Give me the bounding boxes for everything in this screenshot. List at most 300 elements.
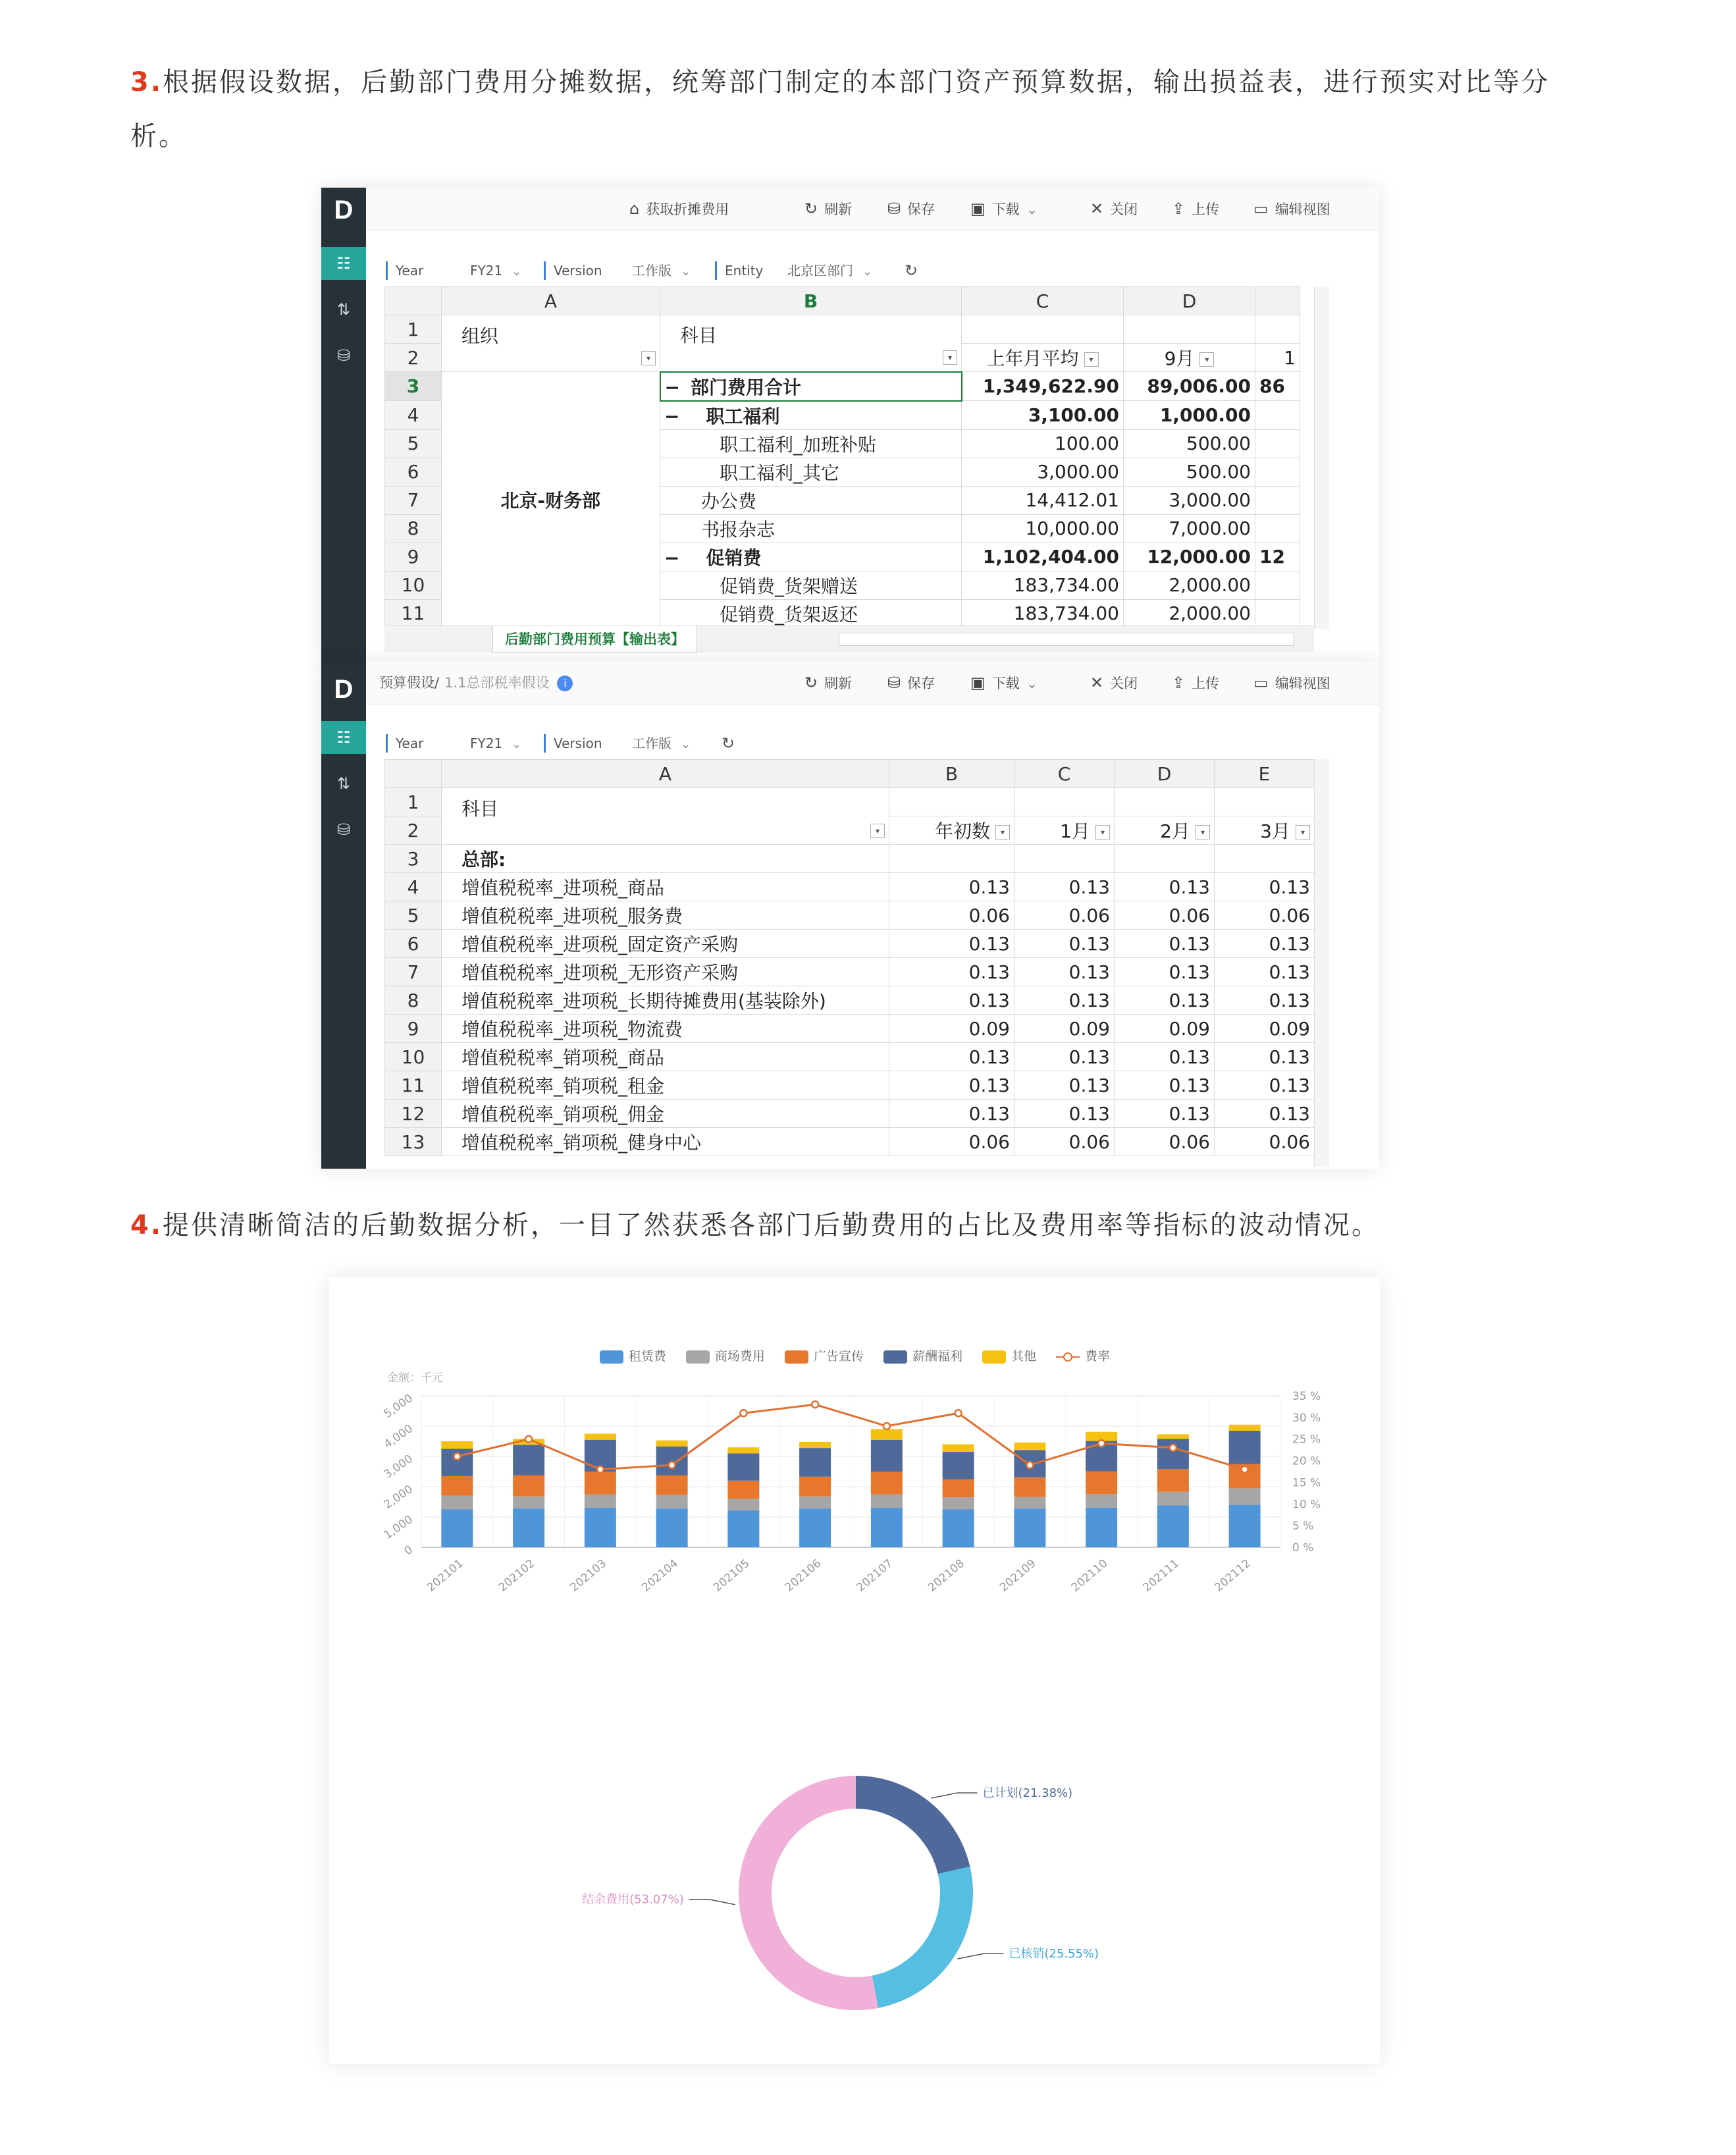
bar-segment: [799, 1442, 831, 1448]
bar-segment: [1086, 1508, 1117, 1547]
subject-cell[interactable]: 书报杂志: [660, 514, 962, 543]
org-header-cell[interactable]: [442, 315, 660, 372]
value-cell[interactable]: [1215, 845, 1315, 873]
download-button[interactable]: [970, 672, 1038, 693]
y2-tick-label: 5 %: [1292, 1520, 1314, 1533]
row-header[interactable]: 4: [385, 401, 442, 430]
value-cell[interactable]: 0.13: [1014, 1071, 1115, 1100]
value-cell[interactable]: 3,000.00: [962, 458, 1124, 486]
entity-filter-select[interactable]: [787, 261, 872, 280]
subject-cell[interactable]: [660, 401, 962, 430]
section-3-text: [130, 55, 1605, 163]
collapse-icon[interactable]: −: [664, 546, 680, 569]
value-cell[interactable]: 0.06: [1215, 901, 1315, 930]
value-cell[interactable]: [1115, 845, 1215, 873]
value-cell[interactable]: [1255, 458, 1300, 486]
get-alloc-label: 获取折摊费用: [646, 201, 729, 217]
rate-point: [597, 1466, 604, 1473]
value-cell[interactable]: 12,000.00: [1124, 543, 1255, 571]
vertical-scrollbar[interactable]: [1314, 759, 1329, 1167]
monitor-icon: ▭: [1253, 200, 1269, 218]
value-cell[interactable]: 0.13: [1115, 1100, 1215, 1128]
value-cell[interactable]: 7,000.00: [1124, 514, 1255, 543]
value-cell[interactable]: 0.13: [1215, 986, 1315, 1015]
value-cell[interactable]: 0.13: [889, 873, 1014, 901]
b-header-cell[interactable]: [889, 816, 1014, 845]
col-header-a[interactable]: A: [442, 287, 660, 315]
row-header[interactable]: 9: [385, 1015, 442, 1043]
breadcrumb: [379, 672, 573, 693]
bar-segment: [441, 1476, 473, 1496]
refresh-icon: ↻: [804, 674, 818, 692]
c-header-cell[interactable]: [1014, 816, 1115, 845]
version-filter-select[interactable]: [632, 734, 691, 753]
col-header-b[interactable]: B: [889, 760, 1014, 788]
breadcrumb-parent[interactable]: 预算假设/: [379, 675, 440, 691]
subject-cell[interactable]: 增值税税率_进项税_固定资产采购: [442, 930, 889, 958]
edit-view-button[interactable]: [1253, 672, 1330, 693]
donut-slice: [739, 1776, 878, 2010]
y2-tick-label: 35 %: [1292, 1390, 1321, 1403]
legend-swatch: [686, 1350, 710, 1364]
version-filter-value: 工作版: [632, 263, 671, 279]
value-cell[interactable]: 183,734.00: [962, 599, 1124, 627]
close-icon: ✕: [1090, 200, 1104, 218]
row-header[interactable]: 7: [385, 486, 442, 514]
e-header-label: 3月: [1260, 820, 1290, 842]
legend-swatch: [600, 1350, 623, 1364]
row-header[interactable]: 3: [385, 845, 442, 873]
e-header-cell[interactable]: 1: [1255, 344, 1300, 372]
col-header-b[interactable]: B: [660, 287, 962, 315]
value-cell[interactable]: 0.13: [1115, 873, 1215, 901]
row-header[interactable]: 2: [385, 344, 442, 372]
value-cell[interactable]: 14,412.01: [962, 486, 1124, 514]
subject-cell[interactable]: 增值税税率_进项税_服务费: [442, 901, 889, 930]
row-header[interactable]: 3: [385, 372, 442, 401]
subject-cell[interactable]: 总部:: [442, 845, 889, 873]
value-cell[interactable]: 500.00: [1124, 458, 1255, 486]
value-cell[interactable]: 0.13: [889, 958, 1014, 986]
value-cell[interactable]: 3,100.00: [962, 401, 1124, 430]
value-cell[interactable]: [1255, 514, 1300, 543]
value-cell[interactable]: 0.13: [1115, 930, 1215, 958]
rail-nav-flow-icon[interactable]: ⇅: [336, 774, 351, 793]
subject-cell[interactable]: 增值税税率_进项税_商品: [442, 873, 889, 901]
bar-segment: [799, 1477, 831, 1497]
legend-label: 其他: [1011, 1349, 1037, 1364]
value-cell[interactable]: [1255, 429, 1300, 458]
subject-cell[interactable]: 职工福利_其它: [660, 458, 962, 486]
legend-item[interactable]: [1056, 1346, 1110, 1364]
value-cell[interactable]: 0.09: [1215, 1015, 1315, 1043]
subject-header-cell[interactable]: [442, 788, 889, 845]
upload-label: 上传: [1192, 676, 1220, 691]
legend-label: 费率: [1085, 1349, 1111, 1364]
rate-point: [454, 1453, 460, 1460]
legend-label: 商场费用: [714, 1349, 765, 1364]
upload-icon: ⇪: [1172, 200, 1186, 218]
tax-rate-grid: [384, 759, 1315, 1156]
bar-segment: [1086, 1494, 1117, 1508]
value-cell[interactable]: 12: [1255, 543, 1300, 571]
d-header-label: 9月: [1164, 348, 1195, 369]
bar-segment: [727, 1499, 759, 1510]
rail-nav-model-icon[interactable]: ☷: [321, 721, 366, 754]
subject-header-cell[interactable]: [660, 315, 962, 372]
row-header[interactable]: 6: [385, 930, 442, 958]
refresh-button[interactable]: [804, 198, 852, 219]
row-header[interactable]: 10: [385, 1043, 442, 1071]
subject-header-label: 科目: [461, 797, 499, 820]
bar-segment: [1229, 1488, 1261, 1504]
row-header[interactable]: 8: [385, 986, 442, 1015]
value-cell[interactable]: 183,734.00: [962, 571, 1124, 599]
value-cell[interactable]: 0.13: [1014, 986, 1115, 1015]
grid-corner: [385, 760, 442, 788]
value-cell[interactable]: 0.06: [1014, 1128, 1115, 1156]
bar-segment: [1014, 1477, 1045, 1497]
subject-label: 职工福利: [706, 405, 780, 427]
filter-dropdown-icon[interactable]: ▾: [1095, 825, 1110, 839]
bar-segment: [943, 1479, 974, 1498]
bar-segment: [656, 1447, 688, 1476]
value-cell[interactable]: [889, 845, 1014, 873]
close-label: 关闭: [1110, 201, 1138, 217]
bar-segment: [727, 1453, 759, 1480]
filter-bar: [384, 253, 1306, 286]
row-header[interactable]: 5: [385, 429, 442, 458]
collapse-icon[interactable]: −: [664, 405, 680, 427]
bar-segment: [871, 1495, 903, 1508]
value-cell[interactable]: 0.13: [1215, 1100, 1315, 1128]
refresh-button[interactable]: [804, 672, 852, 693]
value-cell[interactable]: 0.13: [1115, 1043, 1215, 1071]
value-cell[interactable]: 2,000.00: [1124, 599, 1255, 627]
value-cell[interactable]: 0.13: [1014, 873, 1115, 901]
filter-dropdown-icon[interactable]: ▾: [1296, 825, 1310, 839]
d-header-cell[interactable]: [1115, 816, 1215, 845]
y2-tick-label: 0 %: [1292, 1541, 1314, 1555]
value-cell[interactable]: 3,000.00: [1124, 486, 1255, 514]
subject-cell[interactable]: 促销费_货架赠送: [660, 571, 962, 599]
org-header-label: 组织: [461, 325, 499, 347]
row-header[interactable]: 6: [385, 458, 442, 486]
value-cell[interactable]: 0.09: [1115, 1015, 1215, 1043]
org-value-cell[interactable]: 北京-财务部: [442, 372, 660, 628]
sheet-tab-output[interactable]: 后勤部门费用预算【输出表】: [492, 626, 697, 653]
database-icon: ⛁: [887, 200, 901, 218]
slice-leader-line: [689, 1900, 735, 1905]
slice-label: 结余费用(53.07%): [582, 1892, 684, 1907]
x-tick-label: 202111: [1140, 1556, 1182, 1595]
bar-segment: [585, 1472, 616, 1495]
value-cell[interactable]: 0.09: [1014, 1015, 1115, 1043]
home-icon: ⌂: [629, 200, 640, 218]
rate-point: [525, 1436, 532, 1443]
chevron-down-icon: ⌄: [1026, 201, 1038, 217]
value-cell[interactable]: 1,000.00: [1124, 401, 1255, 430]
value-cell[interactable]: 10,000.00: [962, 514, 1124, 543]
analysis-charts-card: [329, 1277, 1381, 2064]
value-cell[interactable]: 0.13: [1014, 930, 1115, 958]
row-header[interactable]: 13: [385, 1128, 442, 1156]
value-cell[interactable]: 2,000.00: [1124, 571, 1255, 599]
section-4-text: [130, 1198, 1605, 1252]
collapse-icon[interactable]: −: [664, 376, 680, 398]
subject-cell[interactable]: 增值税税率_销项税_佣金: [442, 1100, 889, 1128]
chevron-down-icon: ⌄: [512, 737, 522, 751]
rail-nav-model-icon[interactable]: ☷: [321, 247, 366, 280]
left-rail: [321, 662, 366, 1169]
cell[interactable]: [962, 315, 1124, 344]
filter-dropdown-icon[interactable]: ▾: [870, 824, 885, 838]
col-header-e[interactable]: E: [1215, 760, 1315, 788]
value-cell[interactable]: [1014, 845, 1115, 873]
legend-item[interactable]: [883, 1346, 962, 1364]
cell[interactable]: [1115, 788, 1215, 816]
col-header-c[interactable]: C: [962, 287, 1124, 315]
upload-button[interactable]: [1172, 672, 1219, 693]
x-tick-label: 202112: [1212, 1556, 1253, 1595]
horizontal-scrollbar[interactable]: [839, 633, 1294, 646]
bar-segment: [1086, 1472, 1117, 1495]
cell[interactable]: [1124, 315, 1255, 344]
row-header[interactable]: 10: [385, 571, 442, 599]
subject-cell[interactable]: 办公费: [660, 486, 962, 514]
subject-cell[interactable]: 增值税税率_进项税_无形资产采购: [442, 958, 889, 986]
slice-label: 已计划(21.38%): [982, 1786, 1073, 1800]
toolbar: [366, 662, 1379, 705]
e-header-cell[interactable]: [1215, 816, 1315, 845]
refresh-label: 刷新: [824, 676, 853, 691]
col-header-c[interactable]: C: [1014, 760, 1115, 788]
col-header-e[interactable]: [1255, 287, 1300, 315]
value-cell[interactable]: 1,349,622.90: [962, 372, 1124, 401]
save-button[interactable]: [887, 672, 935, 693]
subject-header-label: 科目: [680, 325, 718, 347]
version-filter-label: Version: [544, 261, 602, 280]
row-header[interactable]: 4: [385, 873, 442, 901]
value-cell[interactable]: 0.13: [1115, 1071, 1215, 1100]
subject-cell[interactable]: [660, 543, 962, 571]
close-button[interactable]: [1090, 198, 1138, 219]
subject-cell[interactable]: 增值税税率_销项税_租金: [442, 1071, 889, 1100]
value-cell[interactable]: [1255, 571, 1300, 599]
value-cell[interactable]: 89,006.00: [1124, 372, 1255, 401]
value-cell[interactable]: 0.13: [1215, 873, 1315, 901]
value-cell[interactable]: 0.13: [1215, 958, 1315, 986]
value-cell[interactable]: 0.13: [1115, 986, 1215, 1015]
section-3-number: 3.: [130, 67, 163, 97]
bar-segment: [656, 1495, 688, 1508]
legend-item[interactable]: [600, 1346, 666, 1364]
value-cell[interactable]: 0.06: [1215, 1128, 1315, 1156]
y-tick-label: 4,000: [381, 1422, 415, 1452]
x-tick-label: 202110: [1068, 1556, 1111, 1595]
row-header[interactable]: 2: [385, 816, 442, 845]
bar-segment: [871, 1429, 903, 1440]
row-header[interactable]: 7: [385, 958, 442, 986]
bar-segment: [943, 1445, 974, 1452]
value-cell[interactable]: 0.13: [889, 930, 1014, 958]
x-tick-label: 202102: [496, 1556, 538, 1595]
value-cell[interactable]: 0.13: [1215, 1043, 1315, 1071]
y-tick-label: 3,000: [381, 1452, 415, 1482]
filter-dropdown-icon[interactable]: ▾: [1196, 825, 1210, 839]
year-filter-select[interactable]: [470, 261, 521, 280]
value-cell[interactable]: [1255, 401, 1300, 430]
edit-view-button[interactable]: [1253, 198, 1330, 219]
row-header[interactable]: 11: [385, 599, 442, 627]
version-filter-value: 工作版: [632, 735, 671, 751]
value-cell[interactable]: 0.13: [889, 1071, 1014, 1100]
x-tick-label: 202104: [639, 1556, 681, 1595]
bar-segment: [1014, 1443, 1045, 1450]
value-cell[interactable]: 0.06: [889, 1128, 1014, 1156]
col-header-a[interactable]: A: [442, 760, 889, 788]
floppy-icon: ▣: [970, 674, 986, 692]
bar-segment: [585, 1434, 616, 1440]
row-header[interactable]: 8: [385, 514, 442, 543]
subject-cell[interactable]: 增值税税率_进项税_长期待摊费用(基装除外): [442, 986, 889, 1015]
vertical-scrollbar[interactable]: [1314, 286, 1329, 629]
save-button[interactable]: [887, 198, 935, 219]
bar-segment: [1157, 1434, 1189, 1439]
year-filter-label: Year: [386, 261, 423, 280]
value-cell[interactable]: 0.09: [889, 1015, 1014, 1043]
value-cell[interactable]: 0.06: [1115, 901, 1215, 930]
row-header[interactable]: 5: [385, 901, 442, 930]
bar-segment: [1229, 1431, 1261, 1464]
bar-segment: [871, 1440, 903, 1472]
year-filter-select[interactable]: [470, 734, 521, 753]
rate-point: [812, 1401, 818, 1408]
y-tick-label: 5,000: [381, 1391, 415, 1422]
value-cell[interactable]: 100.00: [962, 429, 1124, 458]
bar-segment: [656, 1508, 688, 1547]
floppy-icon: ▣: [970, 200, 986, 218]
subject-cell[interactable]: 促销费_货架返还: [660, 599, 962, 627]
rail-nav-data-icon[interactable]: ⛁: [336, 820, 351, 839]
get-alloc-button[interactable]: [629, 198, 729, 219]
value-cell[interactable]: 0.06: [1014, 901, 1115, 930]
value-cell[interactable]: 0.13: [1014, 1043, 1115, 1071]
value-cell[interactable]: 0.13: [1014, 1100, 1115, 1128]
row-header[interactable]: 11: [385, 1071, 442, 1100]
value-cell[interactable]: 0.13: [1115, 958, 1215, 986]
bar-segment: [943, 1452, 974, 1479]
rail-nav-data-icon[interactable]: ⛁: [336, 346, 351, 365]
value-cell[interactable]: 0.13: [1215, 930, 1315, 958]
download-button[interactable]: [970, 198, 1038, 219]
legend-label: 薪酬福利: [912, 1349, 963, 1364]
row-header[interactable]: 1: [385, 788, 442, 816]
filter-dropdown-icon[interactable]: ▾: [1084, 352, 1099, 367]
cell[interactable]: [1215, 788, 1315, 816]
rate-point: [883, 1423, 890, 1429]
filter-dropdown-icon[interactable]: ▾: [943, 350, 957, 365]
stacked-bar-chart: [329, 1363, 1381, 1732]
app-logo: D: [334, 196, 354, 225]
value-cell[interactable]: 0.13: [1014, 958, 1115, 986]
value-cell[interactable]: 0.06: [889, 901, 1014, 930]
info-icon[interactable]: i: [557, 676, 573, 691]
bar-segment: [1014, 1497, 1045, 1508]
bar-segment: [513, 1476, 544, 1497]
value-cell[interactable]: 0.06: [1115, 1128, 1215, 1156]
bar-segment: [727, 1481, 759, 1499]
col-header-d[interactable]: D: [1115, 760, 1215, 788]
subject-cell[interactable]: 增值税税率_销项税_商品: [442, 1043, 889, 1071]
save-label: 保存: [907, 201, 935, 217]
subject-cell-selected[interactable]: [660, 372, 962, 401]
legend-item[interactable]: [686, 1346, 765, 1364]
bar-segment: [943, 1510, 974, 1548]
cell[interactable]: [1255, 315, 1300, 344]
x-tick-label: 202107: [854, 1556, 896, 1595]
filter-dropdown-icon[interactable]: ▾: [1199, 352, 1214, 367]
value-cell[interactable]: 0.13: [889, 1043, 1014, 1071]
close-button[interactable]: [1090, 672, 1138, 693]
d-header-label: 2月: [1160, 820, 1190, 842]
value-cell[interactable]: 500.00: [1124, 429, 1255, 458]
screenshot-tax-assumptions: [321, 662, 1379, 1169]
refresh-icon: ↻: [804, 200, 818, 218]
reload-icon[interactable]: ↻: [905, 261, 918, 280]
reload-icon[interactable]: ↻: [722, 734, 735, 753]
cell[interactable]: [1014, 788, 1115, 816]
c-header-cell[interactable]: [962, 344, 1124, 372]
bar-segment: [441, 1441, 473, 1449]
entity-filter-value: 北京区部门: [787, 263, 853, 279]
col-header-d[interactable]: D: [1124, 287, 1255, 315]
filter-dropdown-icon[interactable]: ▾: [995, 825, 1010, 839]
upload-button[interactable]: [1172, 198, 1219, 219]
budget-grid: [384, 286, 1300, 628]
row-header[interactable]: 1: [385, 315, 442, 344]
toolbar: [366, 188, 1379, 230]
value-cell[interactable]: [1255, 599, 1300, 627]
cell[interactable]: [889, 788, 1014, 816]
subject-cell[interactable]: 增值税税率_销项税_健身中心: [442, 1128, 889, 1156]
filter-dropdown-icon[interactable]: ▾: [641, 351, 656, 365]
rate-point: [955, 1410, 962, 1416]
rate-point: [1098, 1440, 1105, 1447]
value-cell[interactable]: 0.13: [889, 986, 1014, 1015]
version-filter-select[interactable]: [632, 261, 691, 280]
value-cell[interactable]: 1,102,404.00: [962, 543, 1124, 571]
value-cell[interactable]: 0.13: [889, 1100, 1014, 1128]
d-header-cell[interactable]: [1124, 344, 1255, 372]
bar-segment: [799, 1448, 831, 1477]
version-filter-label: Version: [544, 734, 602, 753]
subject-cell[interactable]: 职工福利_加班补贴: [660, 429, 962, 458]
close-icon: ✕: [1090, 674, 1104, 692]
value-cell[interactable]: 86: [1255, 372, 1300, 401]
value-cell[interactable]: [1255, 486, 1300, 514]
legend-item[interactable]: [982, 1346, 1036, 1364]
bar-segment: [513, 1445, 544, 1476]
rail-nav-flow-icon[interactable]: ⇅: [336, 300, 351, 319]
row-header[interactable]: 9: [385, 543, 442, 571]
subject-cell[interactable]: 增值税税率_进项税_物流费: [442, 1015, 889, 1043]
value-cell[interactable]: 0.13: [1215, 1071, 1315, 1100]
legend-label: 租赁费: [628, 1349, 666, 1364]
legend-swatch: [883, 1350, 907, 1364]
legend-item[interactable]: [785, 1346, 864, 1364]
row-header[interactable]: 12: [385, 1100, 442, 1128]
